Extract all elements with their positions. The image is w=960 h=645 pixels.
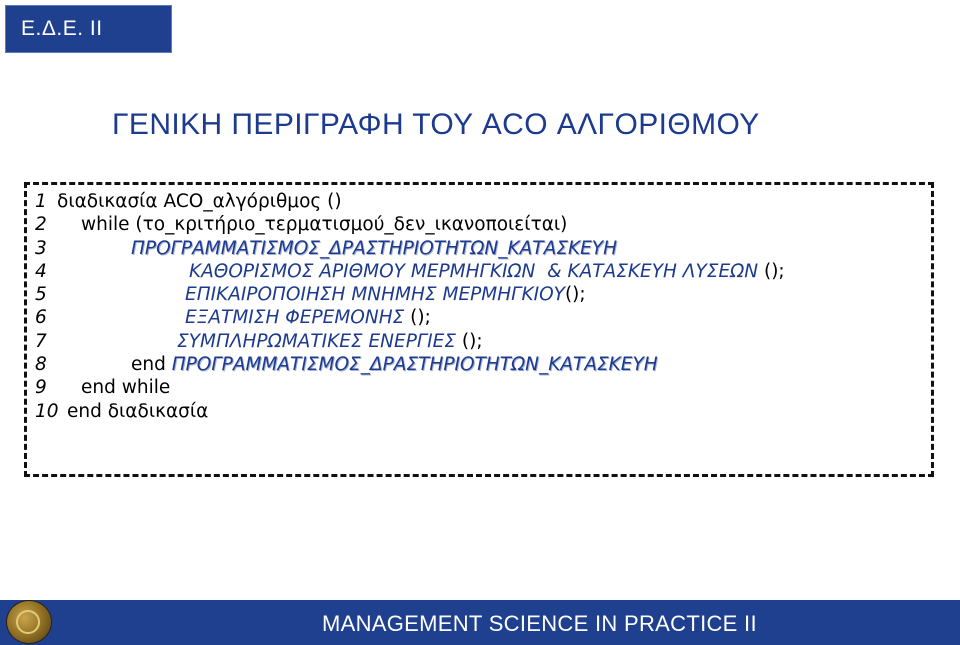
line-number: 10 [35,400,59,422]
line-number: 6 [35,307,47,329]
code-line [35,190,785,213]
code-line [35,260,785,283]
code-procedure-name: ΕΠΙΚΑΙΡΟΠΟΙΗΣΗ ΜΝΗΜΗΣ ΜΕΡΜΗΓΚΙΟΥ [185,284,565,306]
code-line [35,376,785,399]
code-text [81,376,170,399]
code-text [189,260,785,283]
code-procedure-name: ΕΞΑΤΜΙΣΗ ΦΕΡΕΜΟΝΗΣ [185,307,411,329]
code-plain-text: end while [81,377,171,399]
code-plain-text: (); [764,260,785,282]
code-plain-text: (); [410,307,431,329]
code-text [131,353,658,376]
code-text [185,283,586,306]
section-badge [5,5,172,53]
line-number: 7 [35,330,47,352]
code-plain-text: διαδικασία ACO_αλγόριθμος () [57,191,342,212]
line-number: 3 [35,237,47,259]
code-line [35,330,785,353]
code-procedure-name: ΣΥΜΠΛΗΡΩΜΑΤΙΚΕΣ ΕΝΕΡΓΙΕΣ [177,330,462,352]
footer-course-title: MANAGEMENT SCIENCE IN PRACTICE II [322,611,757,636]
line-number: 9 [35,377,47,399]
line-number: 1 [35,191,47,212]
line-number: 4 [35,260,47,282]
code-line [35,237,785,260]
code-line [35,213,785,236]
line-number: 2 [35,214,47,236]
code-text [185,306,431,329]
code-plain-text: end [131,354,172,376]
code-plain-text: while (το_κριτήριο_τερματισμού_δεν_ικανοποιείται) [81,214,568,236]
pseudocode-block [35,190,785,423]
coin-emblem [16,610,40,634]
code-line [35,400,785,423]
code-text [131,237,617,260]
code-line [35,353,785,376]
line-number: 8 [35,354,47,376]
code-procedure-name: ΠΡΟΓΡΑΜΜΑΤΙΣΜΟΣ_ΔΡΑΣΤΗΡΙΟΤΗΤΩΝ_ΚΑΤΑΣΚΕΥΗ [171,354,658,376]
code-plain-text: (); [461,330,483,352]
code-text [67,400,208,423]
code-procedure-name: ΠΡΟΓΡΑΜΜΑΤΙΣΜΟΣ_ΔΡΑΣΤΗΡΙΟΤΗΤΩΝ_ΚΑΤΑΣΚΕΥΗ [131,237,617,259]
code-procedure-name: ΚΑΘΟΡΙΣΜΟΣ ΑΡΙΘΜΟΥ ΜΕΡΜΗΓΚΙΩΝ & ΚΑΤΑΣΚΕΥΗ ΛΥΣΕΩΝ [189,260,764,282]
section-badge-label: Ε.Δ.Ε. ΙΙ [21,17,103,40]
code-text [81,213,567,236]
ancient-coin-icon [7,601,51,643]
code-text [57,190,342,213]
code-text [177,330,483,353]
slide-title: ΓΕΝΙΚΗ ΠΕΡΙΓΡΑΦΗ ΤΟΥ ACO ΑΛΓΟΡΙΘΜΟΥ [112,108,760,141]
code-line [35,306,785,329]
code-plain-text: end διαδικασία [67,400,209,422]
code-plain-text: (); [564,284,586,306]
line-number: 5 [35,284,47,306]
code-line [35,283,785,306]
